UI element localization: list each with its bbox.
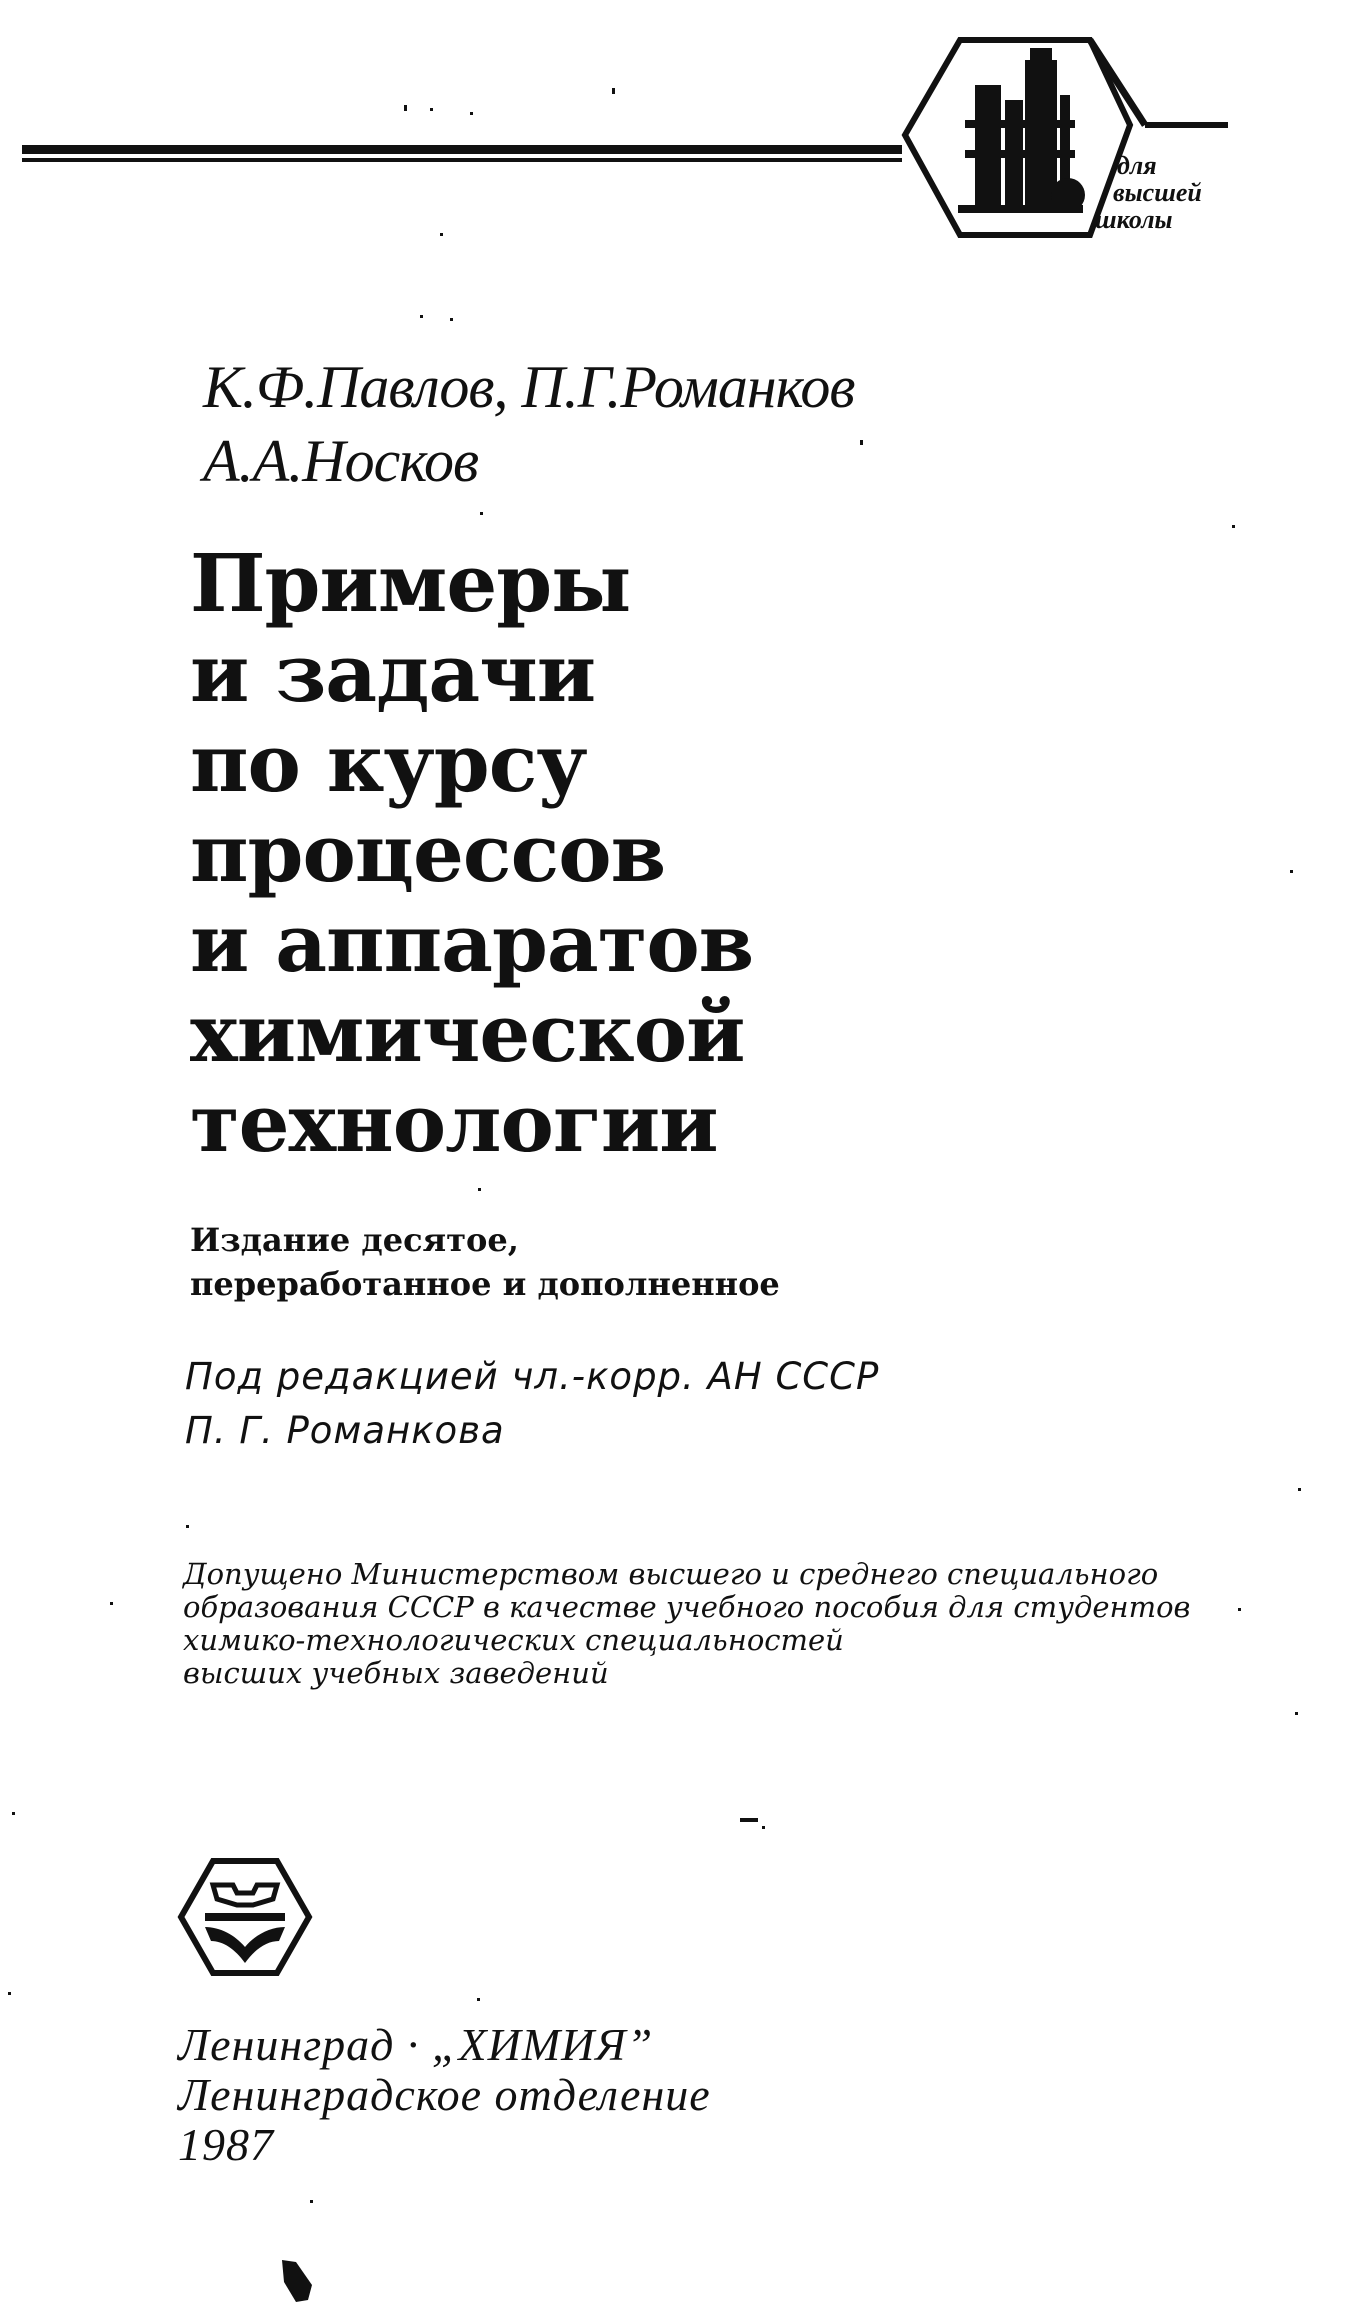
imprint-line: Ленинградское отделение — [178, 2069, 711, 2120]
series-badge-line: для — [1117, 151, 1157, 180]
title-line: по курсу — [190, 716, 587, 810]
approval-line: Допущено Министерством высшего и среднего специального — [183, 1557, 1159, 1591]
title-line: процессов — [190, 806, 666, 900]
title-line: и задачи — [190, 626, 596, 720]
editor-line: П. Г. Романкова — [185, 1409, 505, 1452]
title-line: Примеры — [190, 536, 631, 630]
authors-line: А.А.Носков — [203, 428, 479, 494]
approval-line: высших учебных заведений — [183, 1656, 609, 1690]
editor-line: Под редакцией чл.-корр. АН СССР — [185, 1355, 880, 1398]
edition-line: переработанное и дополненное — [190, 1265, 780, 1303]
authors-line: К.Ф.Павлов, П.Г.Романков — [203, 354, 855, 420]
series-badge-line: высшей — [1113, 178, 1202, 207]
title-line: химической — [190, 986, 745, 1080]
approval-line: образования СССР в качестве учебного пособия для студентов — [183, 1590, 1191, 1624]
title-line: и аппаратов — [190, 896, 754, 990]
imprint-line: 1987 — [178, 2119, 274, 2170]
title-line: технологии — [190, 1076, 718, 1170]
imprint-line: Ленинград · „ХИМИЯ” — [178, 2019, 654, 2070]
series-badge-line: школы — [1095, 205, 1173, 234]
approval-line: химико-технологических специальностей — [183, 1623, 844, 1657]
edition-line: Издание десятое, — [190, 1221, 519, 1259]
